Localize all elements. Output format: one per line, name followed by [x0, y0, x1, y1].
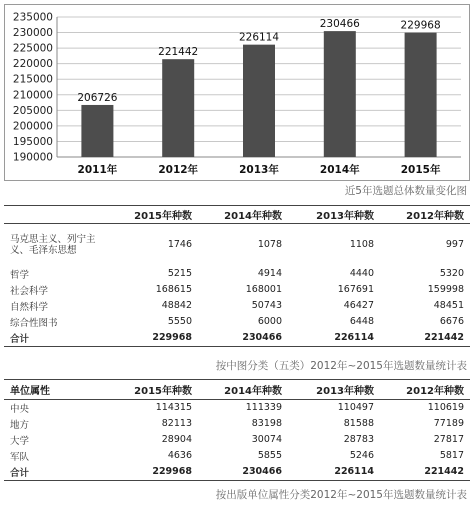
total-value: 230466	[198, 464, 288, 481]
x-tick-label: 2015年	[400, 164, 441, 176]
table-row	[4, 298, 470, 314]
table-row	[4, 416, 470, 432]
cell-value: 114315	[155, 402, 192, 414]
cell-value: 168001	[245, 284, 282, 295]
column-header: 2015年种数	[106, 206, 198, 224]
row-label: 自然科学	[10, 301, 49, 313]
cell-value: 110497	[337, 402, 374, 414]
y-tick-label: 225000	[12, 42, 53, 55]
table-row	[4, 266, 470, 282]
total-value: 226114	[288, 464, 380, 481]
unit-type-table	[4, 379, 470, 481]
total-value: 229968	[106, 464, 198, 481]
bar	[405, 33, 437, 157]
cell-value: 5246	[349, 450, 374, 461]
row-label: 哲学	[10, 269, 30, 281]
table1-caption: 按中图分类（五类）2012年~2015年选题数量统计表	[215, 360, 467, 372]
table-row	[4, 314, 470, 330]
total-label: 合计	[4, 464, 106, 481]
y-tick-label: 220000	[12, 58, 53, 71]
cell-value: 50743	[251, 300, 282, 311]
total-value: 221442	[380, 464, 470, 481]
data-label: 226114	[238, 31, 280, 44]
cell-value: 4914	[257, 268, 282, 279]
table-row	[4, 448, 470, 464]
column-header: 2014年种数	[198, 206, 288, 224]
row-label: 军队	[10, 451, 30, 463]
cell-value: 81588	[343, 418, 374, 429]
column-header: 2012年种数	[380, 380, 470, 400]
column-header: 2014年种数	[198, 380, 288, 400]
row-label: 社会科学	[10, 285, 49, 297]
total-label: 合计	[4, 330, 106, 347]
cell-value: 111339	[245, 402, 282, 414]
table-total-row	[4, 330, 470, 347]
y-tick-label: 215000	[12, 73, 53, 86]
row-label: 中央	[10, 403, 30, 415]
cell-value: 997	[445, 239, 464, 251]
cell-value: 28904	[161, 434, 192, 445]
row-label: 马克思主义、列宁主义、毛泽东思想	[10, 233, 96, 256]
x-tick-label: 2011年	[77, 164, 118, 176]
column-header: 2013年种数	[288, 206, 380, 224]
y-tick-label: 210000	[12, 89, 53, 102]
y-tick-label: 205000	[12, 104, 53, 117]
table-header-row	[4, 380, 470, 400]
y-tick-label: 230000	[12, 27, 53, 40]
chart-caption: 近5年选题总体数量变化图	[344, 185, 467, 197]
total-value: 229968	[106, 330, 198, 347]
cell-value: 28783	[343, 434, 374, 445]
table-header-row	[4, 206, 470, 224]
row-label: 综合性图书	[10, 317, 58, 329]
cell-value: 4636	[167, 450, 192, 461]
bar	[243, 45, 275, 157]
cell-value: 30074	[251, 434, 282, 445]
y-tick-label: 195000	[12, 135, 53, 148]
y-tick-label: 200000	[12, 120, 53, 133]
cell-value: 6000	[257, 316, 282, 327]
cell-value: 6676	[439, 316, 464, 327]
total-value: 230466	[198, 330, 288, 347]
column-header: 2013年种数	[288, 380, 380, 400]
cell-value: 110619	[427, 402, 464, 414]
total-value: 226114	[288, 330, 380, 347]
data-label: 230466	[319, 18, 360, 31]
column-header: 2012年种数	[380, 206, 470, 224]
table-row	[4, 432, 470, 448]
table2-caption: 按出版单位属性分类2012年~2015年选题数量统计表	[215, 489, 467, 501]
column-header: 2015年种数	[106, 380, 198, 400]
table-corner-cell: 单位属性	[4, 380, 106, 400]
bar	[81, 105, 113, 157]
bar-chart	[5, 5, 469, 180]
total-value: 221442	[380, 330, 470, 347]
cell-value: 1746	[167, 239, 192, 251]
table-row	[4, 282, 470, 298]
table-row	[4, 224, 470, 266]
data-label: 206726	[77, 91, 118, 104]
cell-value: 5215	[167, 268, 192, 279]
cell-value: 4440	[349, 268, 374, 279]
data-label: 221442	[158, 46, 199, 59]
cell-value: 167691	[337, 284, 374, 295]
x-tick-label: 2014年	[319, 164, 360, 176]
cell-value: 5320	[439, 268, 464, 279]
chart-panel	[4, 4, 470, 181]
x-tick-label: 2012年	[158, 164, 199, 176]
cell-value: 5855	[257, 450, 282, 461]
y-tick-label: 235000	[12, 11, 53, 24]
cell-value: 159998	[427, 284, 464, 295]
cell-value: 5817	[439, 450, 464, 461]
cell-value: 48842	[161, 300, 192, 311]
cell-value: 1078	[257, 239, 282, 251]
cell-value: 46427	[343, 300, 374, 311]
bar	[324, 31, 356, 157]
table-total-row	[4, 464, 470, 481]
cell-value: 82113	[161, 418, 192, 429]
x-tick-label: 2013年	[239, 164, 279, 176]
cell-value: 48451	[433, 300, 464, 311]
cell-value: 5550	[167, 316, 192, 327]
cell-value: 6448	[349, 316, 374, 327]
table-corner-cell	[4, 206, 106, 224]
table-row	[4, 400, 470, 416]
data-label: 229968	[400, 19, 441, 32]
cell-value: 83198	[251, 418, 282, 429]
row-label: 大学	[10, 435, 30, 447]
bar	[162, 59, 194, 157]
row-label: 地方	[10, 419, 30, 431]
cell-value: 1108	[349, 239, 374, 251]
classification-table	[4, 205, 470, 347]
cell-value: 168615	[155, 284, 192, 295]
cell-value: 77189	[433, 418, 464, 429]
y-tick-label: 190000	[12, 151, 53, 164]
cell-value: 27817	[433, 434, 464, 445]
